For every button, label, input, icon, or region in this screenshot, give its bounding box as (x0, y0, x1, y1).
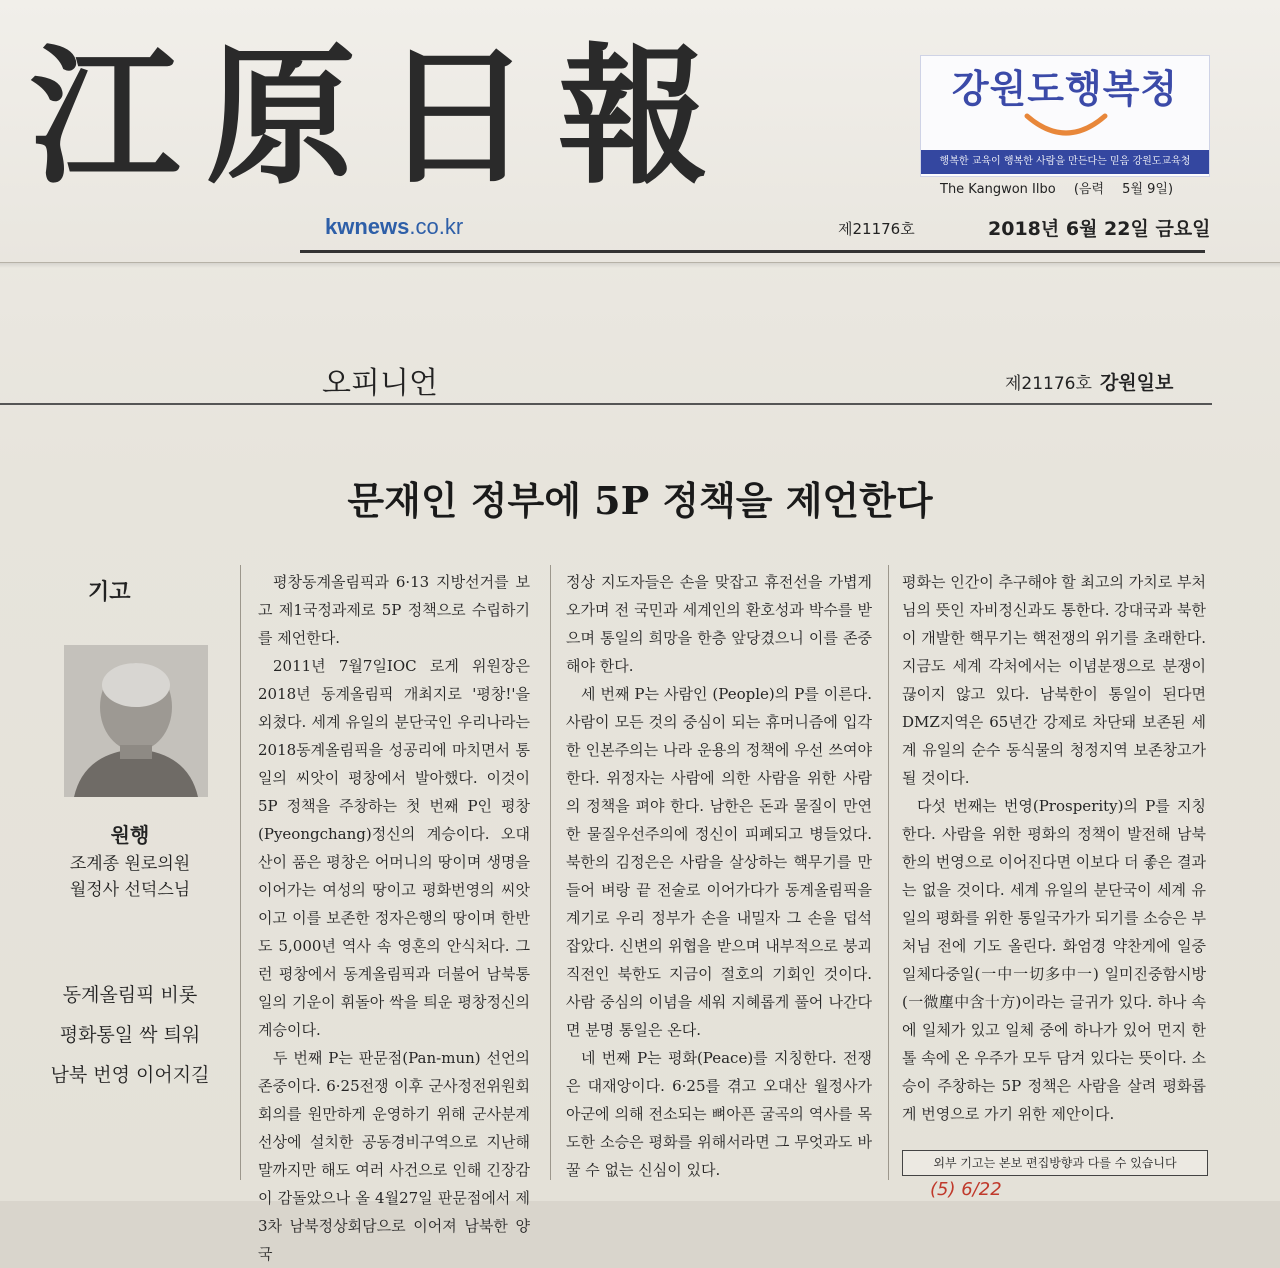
article-column-1 (258, 568, 530, 1268)
article-paragraph: 평화는 인간이 추구해야 할 최고의 가치로 부처님의 뜻인 자비정신과도 통한다. 강대국과 북한이 개발한 핵무기는 핵전쟁의 위기를 초래한다. 지금도 세계 각처에서는 이념분쟁으로 분쟁이 끊이지 않고 있다. 남북한이 통일이 된다면 DMZ지역은 65년간 강제로 차단돼 보존된 세계 유일의 순수 동식물의 청정지역 보존창고가 될 것이다. (902, 573, 1206, 787)
paper-fold (0, 262, 1280, 268)
article-paragraph: 두 번째 P는 판문점(Pan-mun) 선언의 존중이다. 6·25전쟁 이후 군사정전위원회 회의를 원만하게 운영하기 위해 군사분계선상에 설치한 공동경비구역으로 지난해 말까지만 해도 여러 사건으로 인해 긴장감이 감돌았으나 올 4월27일 판문점에서 제3차 남북정상회담으로 이어져 남북한 양국 (258, 1049, 530, 1263)
masthead-rule (300, 250, 1205, 253)
author-role: 월정사 선덕스님 (69, 880, 191, 900)
article-paragraph: 2011년 7월7일IOC 로게 위원장은 2018년 동계올림픽 개최지로 '평창!'을 외쳤다. 세계 유일의 분단국인 우리나라는 2018동계올림픽을 성공리에 마치면서 통일의 씨앗이 평창에서 발아했다. 이것이 5P 정책을 주창하는 첫 번째 P인 평창(Pyeongchang)정신의 계승이다. 오대산이 품은 평창은 어머니의 땅이며 생명을 이어가는 여성의 땅이고 평화번영의 씨앗이고 이를 보존한 정자은행의 땅이며 한반도 5,000년 역사 속 영혼의 안식처다. 그런 평창에서 동계올림픽과 더불어 남북통일의 기운이 휘돌아 싹을 틔운 평창정신의 계승이다. (258, 657, 530, 1039)
lunar-label: (음력 (1073, 182, 1105, 197)
lunar-date: 5월 9일) (1122, 182, 1174, 197)
site-url-bold: kwnews (325, 214, 410, 239)
section-meta (1005, 368, 1173, 395)
author-name: 원행 (110, 823, 150, 847)
paper-logo: 江原日報 (30, 29, 735, 205)
article-headline: 문재인 정부에 5P 정책을 제언한다 (347, 478, 933, 523)
article-paragraph: 네 번째 P는 평화(Peace)를 지칭한다. 전쟁은 대재앙이다. 6·25를 겪고 오대산 월정사가 아군에 의해 전소되는 뼈아픈 굴곡의 역사를 목도한 소승은 평화를 위해서라면 그 무엇과도 바꿀 수 없는 신심이 있다. (566, 1049, 872, 1179)
article-paragraph: 다섯 번째는 번영(Prosperity)의 P를 지칭한다. 사람을 위한 평화의 정책이 발전해 남북한의 번영으로 이어진다면 이보다 더 좋은 결과는 없을 것이다. 세계 유일의 분단국이 세계 유일의 평화를 위한 통일국가가 되기를 소승은 부처님 전에 기도 올린다. 화엄경 약찬게에 일중일체다중일(一中一切多中一) 일미진중함시방(一微塵中含十方)이라는 글귀가 있다. 하나 속에 일체가 있고 일체 중에 하나가 있어 먼지 한 톨 속에 온 우주가 모두 담겨 있다는 뜻이다. 소승이 주창하는 5P 정책은 사람을 살려 평화롭게 번영으로 가기 위한 제안이다. (902, 797, 1206, 1123)
handwritten-date-mark: (5) 6/22 (930, 1179, 1002, 1200)
section-paper-name: 강원일보 (1099, 372, 1174, 394)
article-paragraph: 평창동계올림픽과 6·13 지방선거를 보고 제1국정과제로 5P 정책으로 수립하기를 제언한다. (258, 573, 530, 647)
section-issue-number: 제21176호 (1005, 374, 1092, 394)
site-url (325, 214, 463, 240)
article-column-3 (902, 568, 1206, 1128)
issue-date: 2018년 6월 22일 금요일 (988, 218, 1211, 240)
article-column-2 (566, 568, 872, 1184)
edition-line (940, 178, 1187, 197)
column-divider (550, 565, 551, 1180)
promo-title: 강원도행복청 (951, 69, 1179, 111)
section-name: 오피니언 (322, 366, 438, 401)
site-url-rest: .co.kr (409, 214, 464, 239)
promo-tagline: 행복한 교육이 행복한 사람을 만든다는 믿음 강원도교육청 (921, 150, 1209, 174)
subhead-line: 남북 번영 이어지길 (50, 1064, 210, 1086)
subhead-line: 평화통일 싹 틔워 (59, 1024, 201, 1046)
masthead (0, 0, 1280, 263)
author-portrait-icon (64, 645, 208, 797)
author-photo (64, 645, 208, 797)
issue-number: 제21176호 (838, 220, 915, 238)
author-role: 조계종 원로의원 (69, 854, 191, 874)
article-paragraph: 정상 지도자들은 손을 맞잡고 휴전선을 가볍게 오가며 전 국민과 세계인의 환호성과 박수를 받으며 통일의 희망을 한층 앞당겼으니 이를 존중해야 한다. (566, 573, 872, 675)
section-rule (0, 403, 1212, 405)
column-divider (888, 565, 889, 1180)
english-name: The Kangwon Ilbo (940, 182, 1056, 197)
promo-box (920, 55, 1210, 177)
subhead-line: 동계올림픽 비롯 (62, 984, 198, 1006)
disclaimer-box: 외부 기고는 본보 편집방향과 다를 수 있습니다 (902, 1150, 1208, 1176)
smile-icon (1021, 110, 1111, 136)
column-divider (240, 565, 241, 1180)
article-paragraph: 세 번째 P는 사람인 (People)의 P를 이른다. 사람이 모든 것의 중심이 되는 휴머니즘에 입각한 인본주의는 나라 운용의 정책에 우선 쓰여야 한다. 위정자는 사람에 의한 사람을 위한 사람의 정책을 펴야 한다. 남한은 돈과 물질이 만연한 물질우선주의에 정신이 피폐되고 병들었다. 북한의 김정은은 사람을 살상하는 핵무기를 만들어 벼랑 끝 전술로 이어가다가 동계올림픽을 계기로 우리 정부가 손을 내밀자 그 손을 덥석 잡았다. 신변의 위협을 받으며 내부적으로 붕괴 직전인 북한도 지금이 절호의 기회인 것이다. 사람 중심의 이념을 세워 지혜롭게 풀어 나간다면 분명 통일은 온다. (566, 685, 872, 1039)
contribution-tag: 기고 (88, 580, 131, 605)
